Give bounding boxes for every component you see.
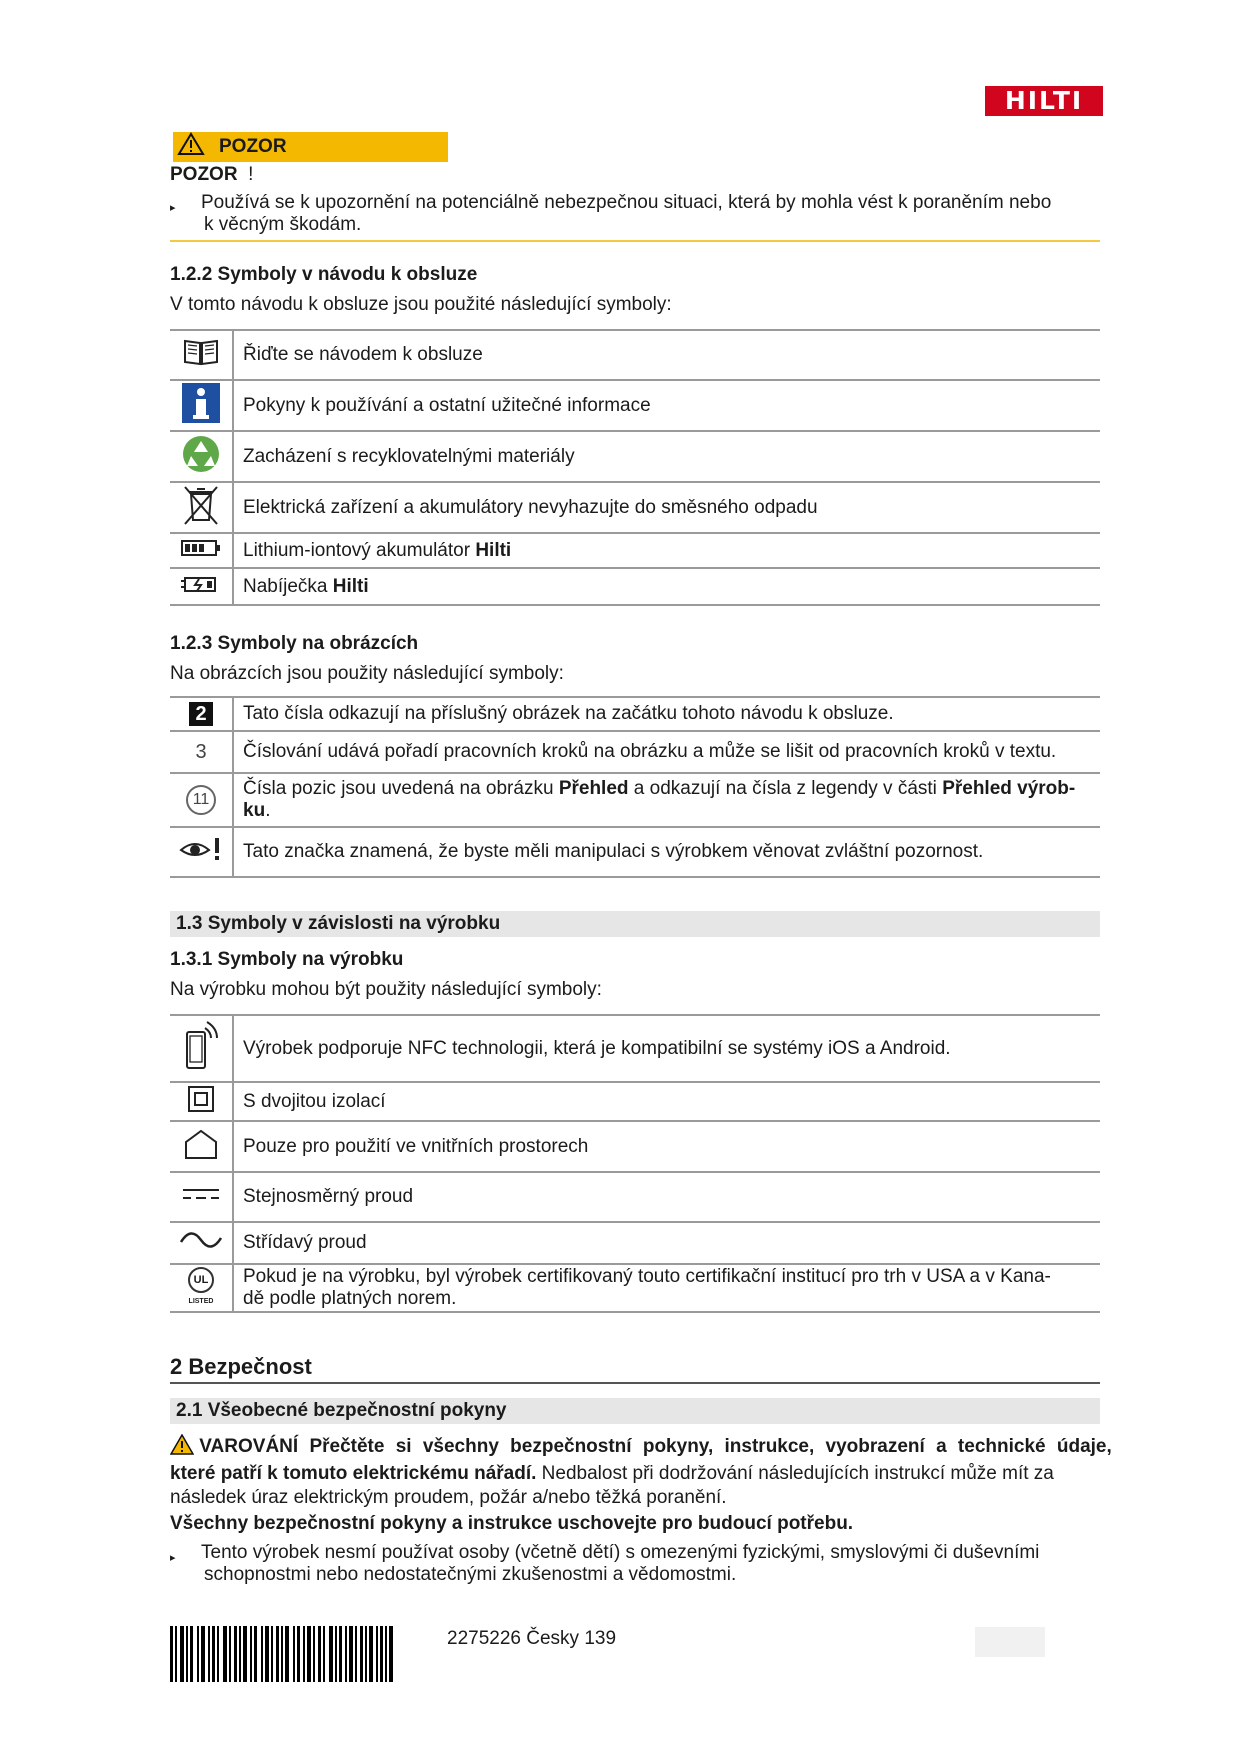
- table-row: Střídavý proud: [170, 1222, 1100, 1264]
- warning-triangle-icon: [170, 1434, 194, 1462]
- bullet-marker-icon: ▸: [170, 1552, 176, 1564]
- table-row: Tato značka znamená, že byste měli manipulaci s výrobkem věnovat zvláštní pozornost.: [170, 827, 1100, 877]
- table-row: 2 Tato čísla odkazují na příslušný obrázek na začátku tohoto návodu k obsluze.: [170, 697, 1100, 731]
- symbols-figures-table: [170, 696, 1100, 878]
- table-row: Řiďte se návodem k obsluze: [170, 330, 1100, 380]
- section-2-divider: [170, 1382, 1100, 1384]
- charger-icon: [170, 568, 233, 605]
- section-123-heading: 1.2.3 Symboly na obrázcích: [170, 633, 419, 654]
- double-insulation-icon: [170, 1082, 233, 1121]
- barcode: [170, 1626, 428, 1682]
- keep-instructions: Všechny bezpečnostní pokyny a instrukce uschovejte pro budoucí potřebu.: [170, 1513, 854, 1534]
- nfc-phone-icon: [170, 1015, 233, 1082]
- hilti-logo: HILTI: [985, 86, 1103, 116]
- table-row: Pokyny k používání a ostatní užitečné informace: [170, 380, 1100, 431]
- section-122-heading: 1.2.2 Symboly v návodu k obsluze: [170, 264, 478, 285]
- table-row: Pouze pro použití ve vnitřních prostorech: [170, 1121, 1100, 1172]
- position-number-icon: 11: [170, 773, 233, 827]
- ul-listed-icon: UL LISTED: [170, 1264, 233, 1312]
- caution-banner: [173, 132, 448, 162]
- symbols-manual-table: [170, 329, 1100, 606]
- charger-text: Nabíječka Hilti: [233, 568, 1100, 605]
- info-icon: [170, 380, 233, 431]
- table-row: Elektrická zařízení a akumulátory nevyhazujte do směsného odpadu: [170, 482, 1100, 533]
- battery-icon: [170, 533, 233, 568]
- section-131-heading: 1.3.1 Symboly na výrobku: [170, 949, 404, 970]
- bullet-marker-icon: ▸: [170, 202, 176, 214]
- ul-text: Pokud je na výrobku, byl výrobek certifikovaný touto certifikační institucí pro trh v USA a v Kana- dě podle platných norem.: [233, 1264, 1100, 1312]
- indoor-house-icon: [170, 1121, 233, 1172]
- table-row: [170, 773, 1100, 827]
- crossed-bin-icon: [170, 482, 233, 533]
- symbols-product-table: [170, 1014, 1100, 1313]
- position-number-text: Čísla pozic jsou uvedená na obrázku Přehled a odkazují na čísla z legendy v části Přehled výrob- ku.: [233, 773, 1100, 827]
- step-number-icon: 3: [170, 731, 233, 773]
- table-row: Stejnosměrný proud: [170, 1172, 1100, 1222]
- caution-divider: [170, 240, 1100, 242]
- table-row: [170, 568, 1100, 605]
- section-13-bar: 1.3 Symboly v závislosti na výrobku: [170, 911, 1100, 937]
- section-21-bar: 2.1 Všeobecné bezpečnostní pokyny: [170, 1398, 1100, 1424]
- warning-paragraph: VAROVÁNÍ Přečtěte si všechny bezpečnostní pokyny, instrukce, vyobrazení a technické údaje, které patří k tomuto elektrickému nářadí. Nedbalost při dodržování následujících instrukcí může mít za následek úraz elektrickým proudem, požár a/nebo těžká poranění.: [170, 1436, 1112, 1508]
- warning-triangle-icon: [177, 132, 205, 162]
- alternating-current-icon: [170, 1222, 233, 1264]
- caution-banner-label: POZOR: [219, 136, 287, 157]
- figure-number-icon: 2: [170, 697, 233, 731]
- footer-grey-box: [975, 1627, 1045, 1657]
- recycle-icon: [170, 431, 233, 482]
- table-row: [170, 1264, 1100, 1312]
- section-122-intro: V tomto návodu k obsluze jsou použité následující symboly:: [170, 294, 672, 315]
- manual-book-icon: [170, 330, 233, 380]
- table-row: 3 Číslování udává pořadí pracovních kroků na obrázku a může se lišit od pracovních kroků v textu.: [170, 731, 1100, 773]
- table-row: [170, 533, 1100, 568]
- section-123-intro: Na obrázcích jsou použity následující symboly:: [170, 663, 564, 684]
- table-row: Výrobek podporuje NFC technologii, která je kompatibilní se systémy iOS a Android.: [170, 1015, 1100, 1082]
- safety-bullet: ▸ Tento výrobek nesmí používat osoby (včetně dětí) s omezenými fyzickými, smyslovými či duševními schopnostmi nebo nedostatečnými zkušenostmi a vědomostmi.: [170, 1542, 1040, 1585]
- eye-attention-icon: [170, 827, 233, 877]
- caution-bullet: ▸ Používá se k upozornění na potenciálně nebezpečnou situaci, která by mohla vést k poraněním nebo k věcným škodám.: [170, 192, 1052, 235]
- caution-title: POZOR !: [170, 164, 254, 185]
- table-row: Zacházení s recyklovatelnými materiály: [170, 431, 1100, 482]
- section-131-intro: Na výrobku mohou být použity následující symboly:: [170, 979, 602, 1000]
- section-2-heading: 2 Bezpečnost: [170, 1354, 312, 1379]
- footer-page-info: 2275226 Česky 139: [447, 1628, 617, 1649]
- table-row: S dvojitou izolací: [170, 1082, 1100, 1121]
- battery-text: Lithium-iontový akumulátor Hilti: [233, 533, 1100, 568]
- direct-current-icon: [170, 1172, 233, 1222]
